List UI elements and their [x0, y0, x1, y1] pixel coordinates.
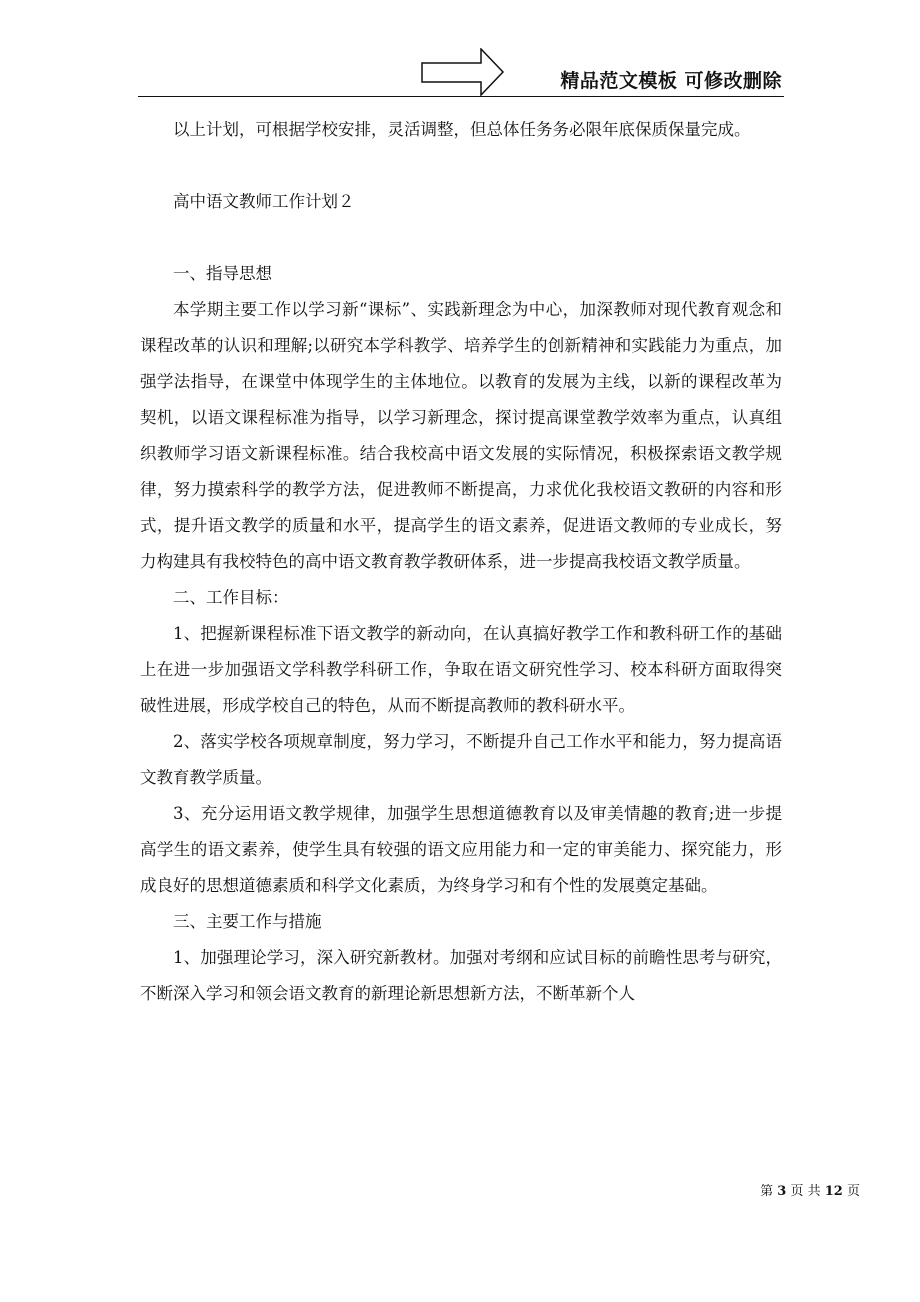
paragraph-goal-1: 1、把握新课程标准下语文教学的新动向，在认真搞好教学工作和教科研工作的基础上在进一步加强语文学科教学科研工作，争取在语文研究性学习、校本科研方面取得突破性进展，形成学校自己的特色，从而不断提高教师的教科研水平。 [140, 624, 782, 715]
header-title: 精品范文模板 可修改删除 [560, 70, 782, 92]
header-divider [138, 96, 784, 97]
paragraph-goal-3: 3、充分运用语文教学规律，加强学生思想道德教育以及审美情趣的教育;进一步提高学生的语文素养，使学生具有较强的语文应用能力和一定的审美能力、探究能力，形成良好的思想道德素质和科学文化素质，为终身学习和有个性的发展奠定基础。 [140, 804, 782, 895]
footer-suffix: 页 [846, 1184, 860, 1199]
heading-main-measures: 三、主要工作与措施 [173, 912, 322, 931]
page-header [138, 48, 784, 98]
paragraph-measure-1: 1、加强理论学习，深入研究新教材。加强对考纲和应试目标的前瞻性思考与研究，不断深入学习和领会语文教育的新理论新思想新方法，不断革新个人 [140, 948, 782, 1003]
paragraph-guiding-ideology: 本学期主要工作以学习新“课标”、实践新理念为中心，加深教师对现代教育观念和课程改革的认识和理解;以研究本学科教学、培养学生的创新精神和实践能力为重点，加强学法指导，在课堂中体现学生的主体地位。以教育的发展为主线，以新的课程改革为契机，以语文课程标准为指导，以学习新理念，探讨提高课堂教学效率为重点，认真组织教师学习语文新课程标准。结合我校高中语文发展的实际情况，积极探索语文教学规律，努力摸索科学的教学方法，促进教师不断提高，力求优化我校语文教研的内容和形式，提升语文教学的质量和水平，提高学生的语文素养，促进语文教师的专业成长，努力构建具有我校特色的高中语文教育教学教研体系，进一步提高我校语文教学质量。 [140, 300, 782, 571]
section-title: 高中语文教师工作计划２ [173, 192, 355, 211]
paragraph-closing-note: 以上计划，可根据学校安排，灵活调整，但总体任务务必限年底保质保量完成。 [173, 120, 751, 139]
arrow-right-icon [421, 48, 505, 96]
document-body [140, 112, 782, 1012]
page-footer [760, 1180, 860, 1199]
heading-work-goals: 二、工作目标： [173, 588, 289, 607]
footer-middle: 页 共 [790, 1184, 821, 1199]
footer-current-page: 3 [777, 1184, 787, 1199]
footer-total-pages: 12 [824, 1184, 843, 1199]
footer-prefix: 第 [760, 1184, 774, 1199]
heading-guiding-ideology: 一、指导思想 [173, 264, 272, 283]
paragraph-goal-2: 2、落实学校各项规章制度，努力学习，不断提升自己工作水平和能力，努力提高语文教育教学质量。 [140, 732, 782, 787]
